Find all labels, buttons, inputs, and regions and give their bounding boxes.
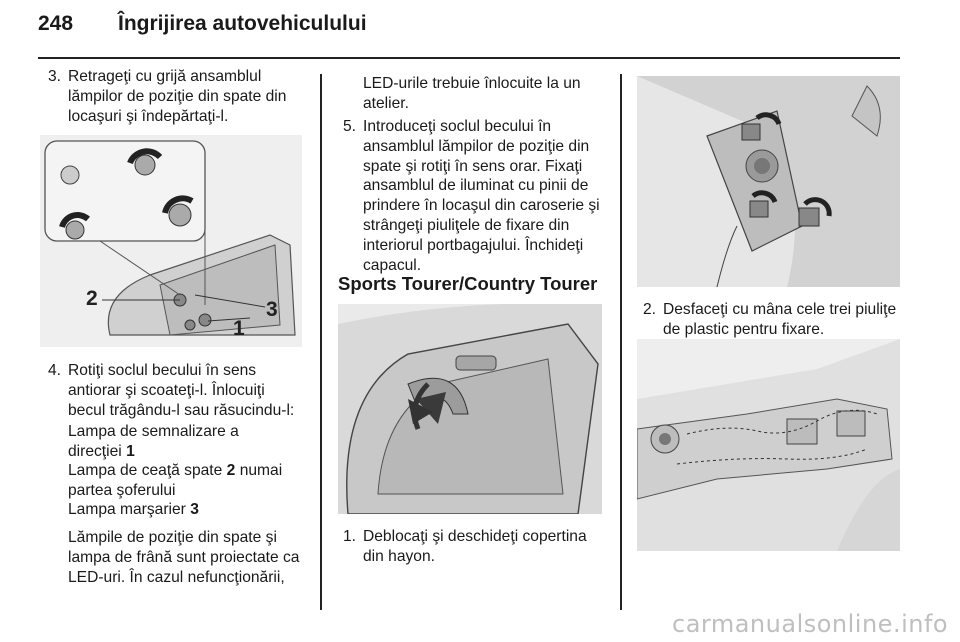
step-text: Retrageţi cu grijă ansamblul lămpilor de poziţie din spate din locaşuri şi îndepărtaţi-l. xyxy=(68,68,287,125)
step-text: Deblocaţi şi deschideţi copertina din hayon. xyxy=(363,528,587,565)
figure-tail-lamp-assembly xyxy=(40,135,302,347)
watermark: carmanualsonline.info xyxy=(672,610,949,638)
step-text: Rotiţi soclul becului în sens antiorar şi scoateţi-l. Înlocuiţi becul trăgându-l sau răsucindu-l: xyxy=(68,362,295,419)
lamp-rear-fog: Lampa de ceaţă spate 2 numai partea şoferului xyxy=(68,462,283,499)
page-title: Îngrijirea autovehiculului xyxy=(118,12,367,35)
step-number: 1. xyxy=(343,528,357,545)
lamp-reverse: Lampa marşarier 3 xyxy=(68,501,199,518)
step-text: Desfaceţi cu mâna cele trei piuliţe de plastic pentru fixare. xyxy=(663,301,897,338)
figure-lamp-bulb-sockets xyxy=(637,76,900,287)
step-1 xyxy=(343,527,613,567)
figure-callout-3: 3 xyxy=(266,298,278,321)
figure-callout-2: 2 xyxy=(86,287,98,310)
step-number: 3. xyxy=(48,68,62,85)
page-number: 248 xyxy=(38,12,74,35)
step-4 xyxy=(48,361,318,421)
column-divider-right xyxy=(620,74,622,610)
page-header xyxy=(38,12,918,52)
step-5 xyxy=(343,117,613,277)
step-number: 5. xyxy=(343,118,357,135)
step-3 xyxy=(48,67,318,127)
section-subheading: Sports Tourer/Country Tourer xyxy=(338,273,598,294)
figure-tailgate-cover xyxy=(338,304,602,514)
led-note: Lămpile de poziţie din spate şi lampa de frână sunt proiectate ca LED-uri. În cazul nefuncţionării, xyxy=(68,529,300,586)
step-number: 4. xyxy=(48,362,62,379)
step-number: 2. xyxy=(643,301,657,318)
step-2 xyxy=(643,300,905,340)
figure-plastic-nuts xyxy=(637,339,900,551)
column-divider-left xyxy=(320,74,322,610)
lamp-turn-signal: Lampa de semnalizare a direcţiei 1 xyxy=(68,423,239,460)
header-rule xyxy=(38,57,900,59)
step-text: Introduceţi soclul becului în ansamblul lămpilor de poziţie din spate şi rotiţi în sens orar. Fixaţi ansamblul de iluminat cu pinii de prindere în locaşul din caroserie şi strângeţi piuliţele de fixare din interiorul portbagajului. Închideţi capacul. xyxy=(363,118,600,274)
led-note-continued: LED-urile trebuie înlocuite la un atelier. xyxy=(363,75,581,112)
figure-callout-1: 1 xyxy=(233,317,245,340)
